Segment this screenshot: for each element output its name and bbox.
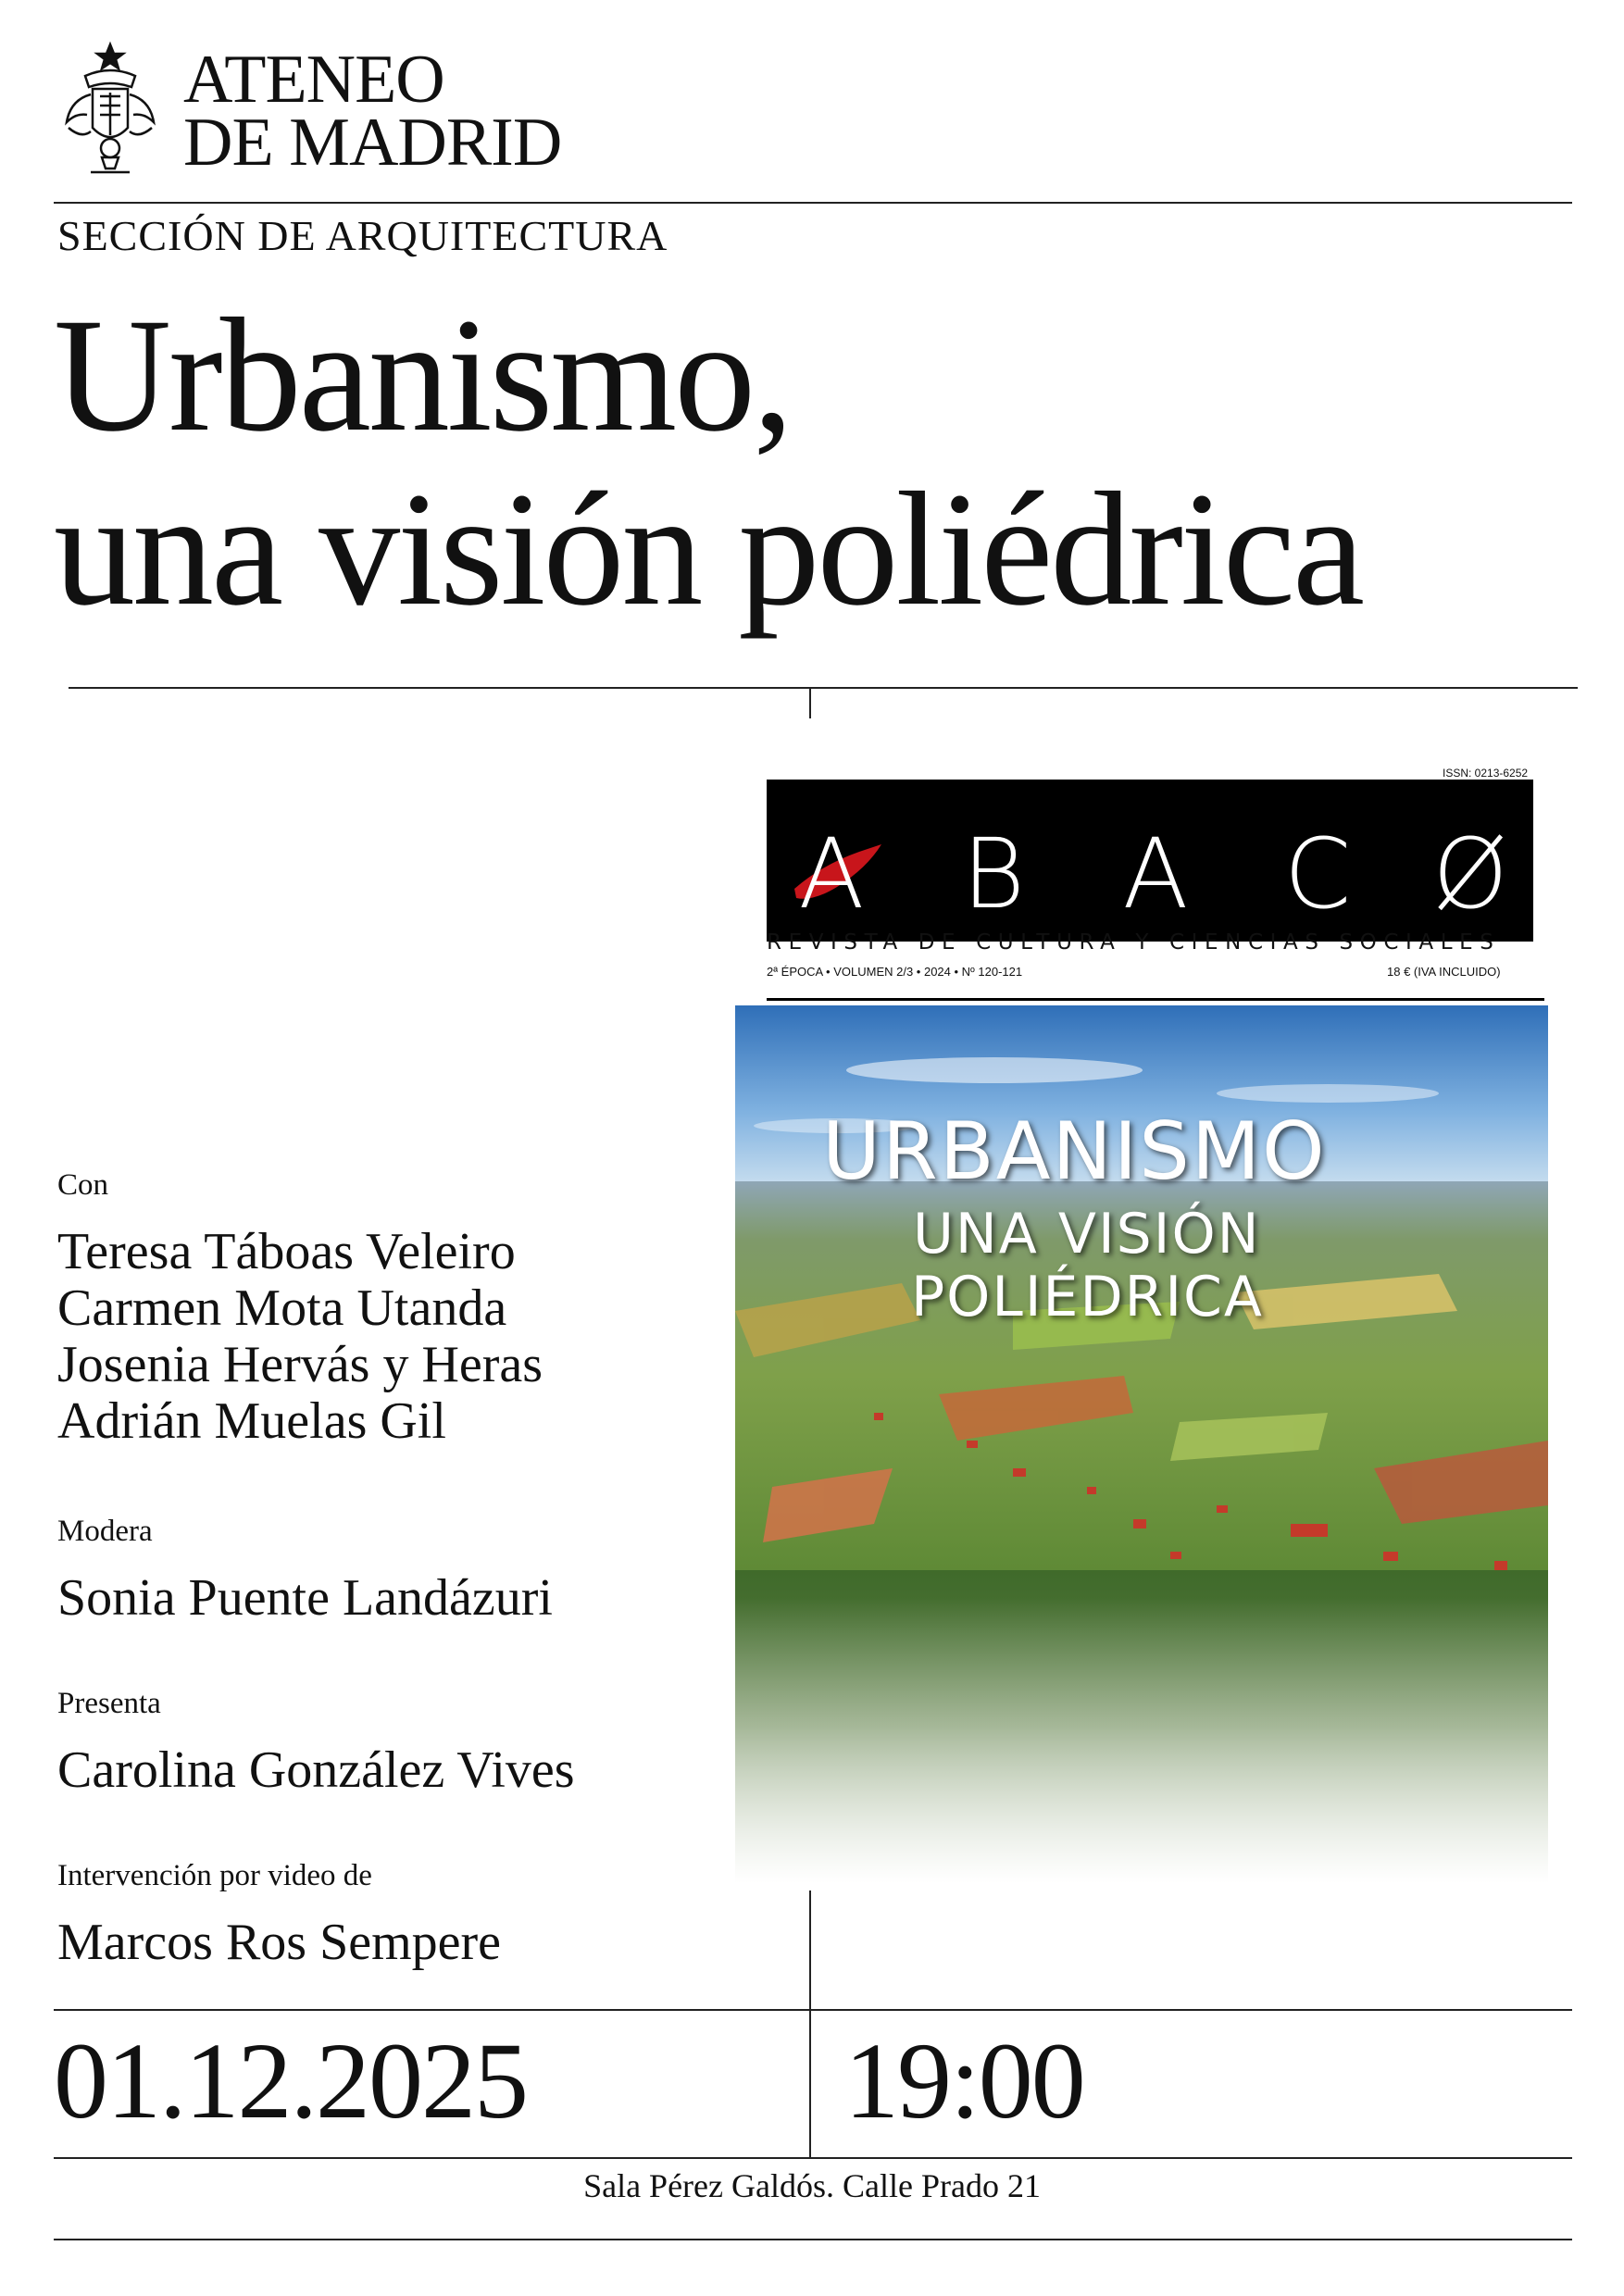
speaker-name: Adrián Muelas Gil xyxy=(57,1392,446,1450)
org-name xyxy=(183,42,562,181)
ateneo-crest-icon xyxy=(54,39,167,178)
divider-bottom xyxy=(54,2239,1572,2240)
divider-column xyxy=(809,1890,811,2159)
logo-letter: A xyxy=(1122,817,1189,930)
section-label: SECCIÓN DE ARQUITECTURA xyxy=(57,212,668,259)
divider-date-top xyxy=(54,2009,1572,2011)
role-label-video: Intervención por video de xyxy=(57,1859,372,1892)
org-name-line2: DE MADRID xyxy=(183,105,562,181)
event-venue: Sala Pérez Galdós. Calle Prado 21 xyxy=(583,2167,1041,2204)
role-label-con: Con xyxy=(57,1168,109,1202)
org-name-line1: ATENEO xyxy=(183,42,444,118)
logo-letter: A xyxy=(798,817,865,930)
speaker-name: Teresa Táboas Veleiro xyxy=(57,1223,516,1280)
magazine-issn: ISSN: 0213-6252 xyxy=(1443,767,1529,780)
cover-title-line2: UNA VISIÓN xyxy=(913,1202,1261,1267)
magazine-subtitle: REVISTA DE CULTURA Y CIENCIAS SOCIALES xyxy=(767,930,1501,955)
role-label-presenter: Presenta xyxy=(57,1687,161,1720)
page-title xyxy=(54,285,1363,640)
cover-title-line3: POLIÉDRICA xyxy=(911,1265,1264,1329)
cover-landscape-image xyxy=(735,1005,1548,1883)
divider-tick xyxy=(809,687,811,718)
magazine-logo-banner xyxy=(767,780,1533,942)
speaker-name: Josenia Hervás y Heras xyxy=(57,1336,543,1393)
logo-letter: B xyxy=(961,817,1026,930)
event-time: 19:00 xyxy=(844,2020,1084,2141)
divider-top xyxy=(54,202,1572,204)
role-label-moderator: Modera xyxy=(57,1515,153,1548)
moderator-name: Sonia Puente Landázuri xyxy=(57,1569,553,1627)
presenter-name: Carolina González Vives xyxy=(57,1741,575,1799)
video-speaker-name: Marcos Ros Sempere xyxy=(57,1914,502,1971)
speaker-name: Carmen Mota Utanda xyxy=(57,1279,507,1337)
divider-title xyxy=(69,687,1578,689)
cover-title-line1: URBANISMO xyxy=(822,1105,1327,1198)
magazine-price: 18 € (IVA INCLUIDO) xyxy=(1387,965,1501,979)
logo-letter: Ø xyxy=(1432,817,1508,930)
magazine-rule xyxy=(767,998,1544,1001)
event-date: 01.12.2025 xyxy=(54,2020,527,2141)
logo-letter: C xyxy=(1283,817,1352,930)
divider-date-bottom xyxy=(54,2157,1572,2159)
title-line2: una visión poliédrica xyxy=(54,459,1363,640)
magazine-issue-meta: 2ª ÉPOCA • VOLUMEN 2/3 • 2024 • Nº 120-121 xyxy=(767,965,1023,979)
title-line1: Urbanismo, xyxy=(54,285,792,466)
